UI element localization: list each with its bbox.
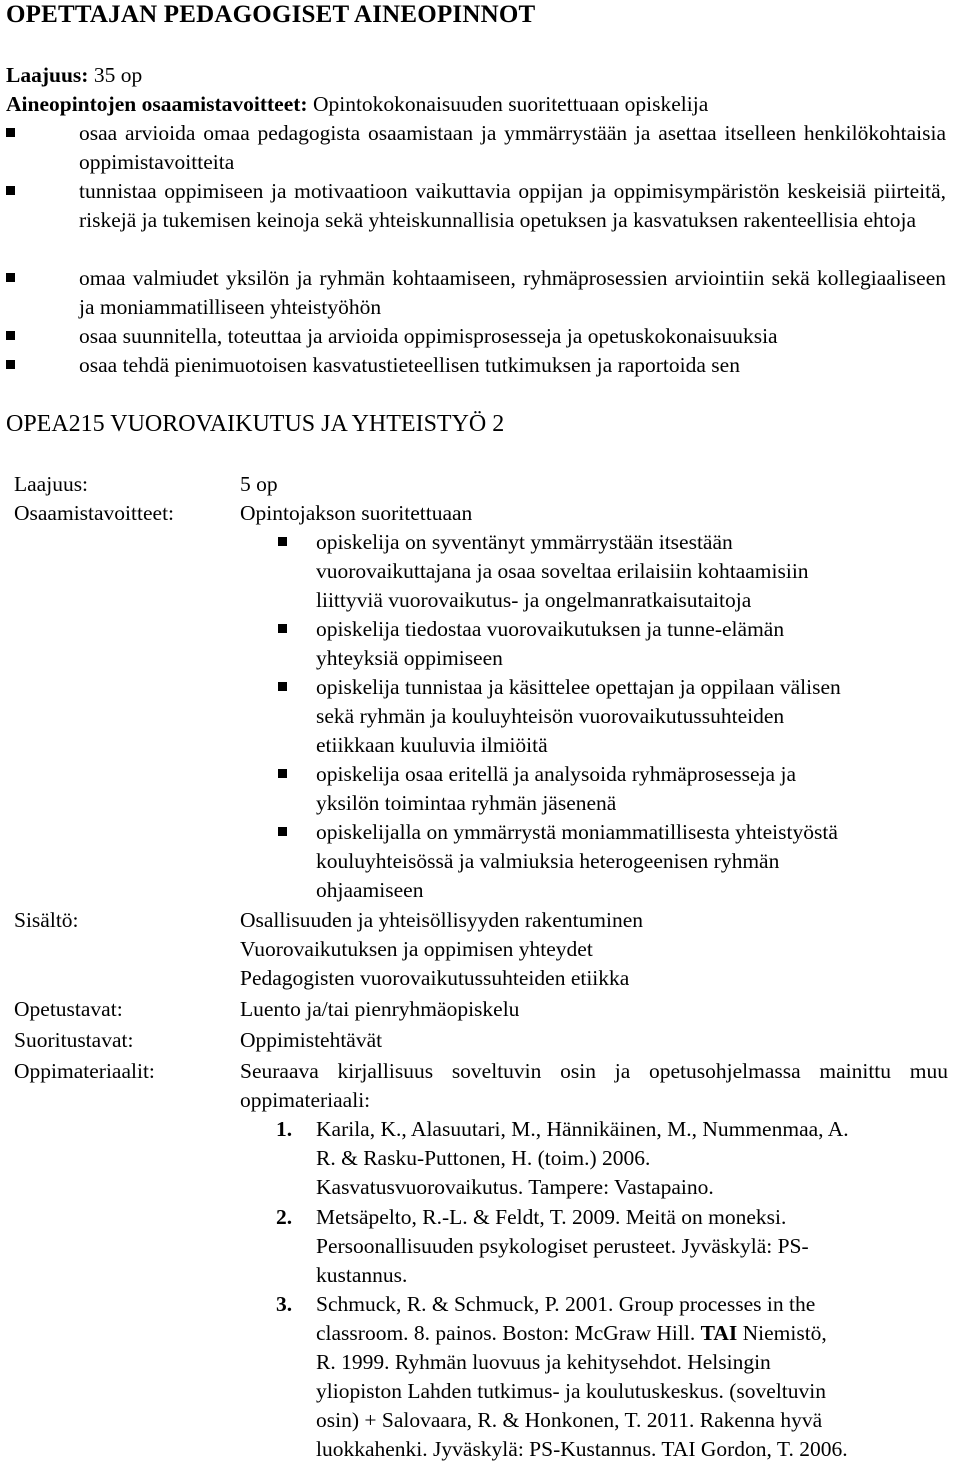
opetustavat-value: Luento ja/tai pienryhmäopiskelu xyxy=(240,997,520,1021)
square-bullet-icon xyxy=(278,537,287,546)
opetustavat-label: Opetustavat: xyxy=(14,997,123,1021)
goal-item: opiskelija on syventänyt ymmärrystään itsestään vuorovaikuttajana ja osaa soveltaa erilaisiin kohtaamisiin liittyviä vuorovaikutus- ja ongelmanratkaisutaitoja xyxy=(240,528,940,615)
laajuus-value: 35 op xyxy=(88,63,143,87)
osaamistavoitteet-label: Osaamistavoitteet: xyxy=(14,501,175,525)
sisalto-item: Vuorovaikutuksen ja oppimisen yhteydet xyxy=(240,937,593,961)
square-bullet-icon xyxy=(278,769,287,778)
bullet-item: tunnistaa oppimiseen ja motivaatioon vaikuttavia oppijan ja oppimisympäristön keskeisiä piirteitä, riskejä ja tukemisen keinoja sekä yhteiskunnallisia opetuksen ja kasvatuksen rakenteellisia ehtoja xyxy=(6,177,946,235)
bullet-item: osaa arvioida omaa pedagogista osaamistaan ja ymmärrystään ja asettaa itselleen henkilökohtaisia oppimistavoitteita xyxy=(6,119,946,177)
goal-item: opiskelija osaa eritellä ja analysoida ryhmäprosesseja ja yksilön toimintaa ryhmän jäsenenä xyxy=(240,760,940,818)
laajuus-label: Laajuus: xyxy=(6,63,89,87)
goal-item: opiskelijalla on ymmärrystä moniammatillisesta yhteistyöstä kouluyhteisössä ja valmiuksia heterogeenisen ryhmän ohjaamiseen xyxy=(240,818,940,905)
square-bullet-icon xyxy=(278,827,287,836)
osaamistavoitteet-intro: Opintojakson suoritettuaan xyxy=(240,501,473,525)
square-bullet-icon xyxy=(6,360,15,369)
goal-item: opiskelija tiedostaa vuorovaikutuksen ja tunne-elämän yhteyksiä oppimiseen xyxy=(240,615,940,673)
square-bullet-icon xyxy=(6,128,15,137)
reference-number: 3. xyxy=(276,1292,293,1316)
reference-item: 2. Metsäpelto, R.-L. & Feldt, T. 2009. Meitä on moneksi. Persoonallisuuden psykologiset perusteet. Jyväskylä: PS- kustannus. xyxy=(276,1205,809,1287)
page-title: OPETTAJAN PEDAGOGISET AINEOPINNOT xyxy=(6,1,536,28)
sisalto-item: Pedagogisten vuorovaikutussuhteiden etiikka xyxy=(240,966,630,990)
reference-item: 1. Karila, K., Alasuutari, M., Hännikäinen, M., Nummenmaa, A. R. & Rasku-Puttonen, H. (toim.) 2006. Kasvatusvuorovaikutus. Tampere: Vastapaino. xyxy=(276,1117,849,1199)
reference-number: 1. xyxy=(276,1117,293,1141)
goal-item: opiskelija tunnistaa ja käsittelee opettajan ja oppilaan välisen sekä ryhmän ja kouluyhteisön vuorovaikutussuhteiden etiikkaan kuuluvia ilmiöitä xyxy=(240,673,940,760)
square-bullet-icon xyxy=(6,273,15,282)
laajuus-line xyxy=(6,61,142,90)
suoritustavat-value: Oppimistehtävät xyxy=(240,1028,383,1052)
oppimateriaalit-label: Oppimateriaalit: xyxy=(14,1059,155,1083)
square-bullet-icon xyxy=(278,624,287,633)
aineopinnot-label: Aineopintojen osaamistavoitteet: xyxy=(6,92,308,116)
aineopinnot-line xyxy=(6,90,708,119)
bullet-item: omaa valmiudet yksilön ja ryhmän kohtaamiseen, ryhmäprosessien arviointiin sekä kollegiaaliseen ja moniammatilliseen yhteistyöhön xyxy=(6,264,946,322)
reference-number: 2. xyxy=(276,1205,293,1229)
square-bullet-icon xyxy=(6,186,15,195)
reference-item: 3. Schmuck, R. & Schmuck, P. 2001. Group processes in the classroom. 8. painos. Boston: McGraw Hill. TAI Niemistö, R. 1999. Ryhmän luovuus ja kehitysehdot. Helsingin yliopiston Lahden tutkimus- ja koulutuskeskus. (soveltuvin osin) + Salovaara, R. & Honkonen, T. 2011. Rakenna hyvä luokkahenki. Jyväskylä: PS-Kustannus. TAI Gordon, T. 2006. xyxy=(276,1292,848,1461)
square-bullet-icon xyxy=(278,682,287,691)
aineopinnot-value: Opintokokonaisuuden suoritettuaan opiskelija xyxy=(307,92,709,116)
sisalto-item: Osallisuuden ja yhteisöllisyyden rakentuminen xyxy=(240,908,644,932)
bullet-item: osaa suunnitella, toteuttaa ja arvioida oppimisprosesseja ja opetuskokonaisuuksia xyxy=(6,322,946,351)
sisalto-label: Sisältö: xyxy=(14,908,79,932)
bullet-item: osaa tehdä pienimuotoisen kasvatustieteellisen tutkimuksen ja raportoida sen xyxy=(6,351,946,380)
square-bullet-icon xyxy=(6,331,15,340)
oppimateriaalit-intro: Seuraava kirjallisuus soveltuvin osin ja opetusohjelmassa mainittu muu oppimateriaali: xyxy=(240,1059,948,1112)
suoritustavat-label: Suoritustavat: xyxy=(14,1028,134,1052)
laajuus-value: 5 op xyxy=(240,472,278,496)
laajuus-label: Laajuus: xyxy=(14,472,89,496)
course-title: OPEA215 VUOROVAIKUTUS JA YHTEISTYÖ 2 xyxy=(6,411,505,437)
